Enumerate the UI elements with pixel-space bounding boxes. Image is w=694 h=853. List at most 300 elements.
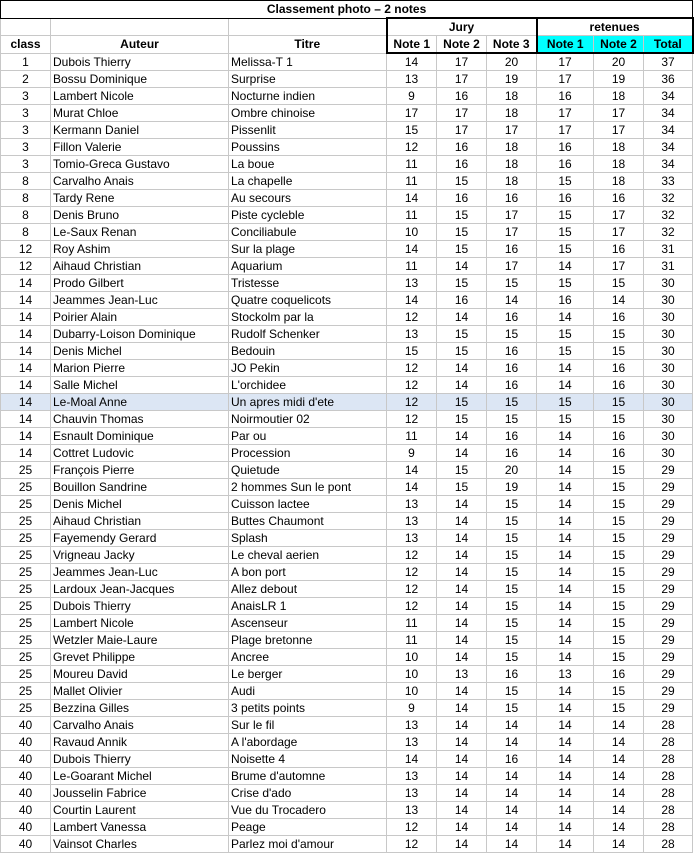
- cell-retenue-note1: 14: [537, 564, 594, 581]
- cell-total: 36: [644, 71, 693, 88]
- cell-retenue-note1: 14: [537, 581, 594, 598]
- cell-jury-note3: 17: [487, 122, 537, 139]
- cell-titre: Crise d'ado: [229, 785, 387, 802]
- cell-total: 28: [644, 751, 693, 768]
- cell-jury-note1: 14: [387, 751, 437, 768]
- cell-jury-note1: 14: [387, 190, 437, 207]
- cell-class: 25: [1, 547, 51, 564]
- cell-retenue-note2: 19: [594, 71, 644, 88]
- cell-auteur: Poirier Alain: [51, 309, 229, 326]
- cell-retenue-note2: 17: [594, 258, 644, 275]
- cell-jury-note2: 15: [437, 173, 487, 190]
- cell-total: 37: [644, 53, 693, 71]
- table-row: [1, 683, 693, 700]
- cell-class: 25: [1, 462, 51, 479]
- cell-jury-note3: 15: [487, 513, 537, 530]
- cell-retenue-note2: 15: [594, 462, 644, 479]
- cell-retenue-note1: 14: [537, 377, 594, 394]
- table-row: [1, 190, 693, 207]
- cell-retenue-note2: 16: [594, 666, 644, 683]
- cell-retenue-note2: 17: [594, 224, 644, 241]
- cell-class: 8: [1, 207, 51, 224]
- cell-total: 29: [644, 479, 693, 496]
- cell-auteur: Salle Michel: [51, 377, 229, 394]
- cell-jury-note3: 18: [487, 105, 537, 122]
- cell-retenue-note1: 15: [537, 207, 594, 224]
- cell-auteur: Aihaud Christian: [51, 513, 229, 530]
- cell-titre: Au secours: [229, 190, 387, 207]
- cell-jury-note1: 12: [387, 360, 437, 377]
- cell-jury-note3: 16: [487, 309, 537, 326]
- cell-jury-note3: 14: [487, 819, 537, 836]
- cell-class: 25: [1, 598, 51, 615]
- cell-total: 33: [644, 173, 693, 190]
- cell-class: 25: [1, 700, 51, 717]
- table-row: [1, 275, 693, 292]
- cell-jury-note2: 14: [437, 428, 487, 445]
- cell-total: 34: [644, 156, 693, 173]
- cell-auteur: Dubois Thierry: [51, 751, 229, 768]
- cell-jury-note3: 14: [487, 768, 537, 785]
- cell-class: 40: [1, 768, 51, 785]
- cell-auteur: Kermann Daniel: [51, 122, 229, 139]
- cell-auteur: Jousselin Fabrice: [51, 785, 229, 802]
- cell-jury-note1: 13: [387, 496, 437, 513]
- cell-jury-note2: 14: [437, 513, 487, 530]
- cell-jury-note2: 16: [437, 190, 487, 207]
- cell-total: 30: [644, 394, 693, 411]
- cell-retenue-note2: 15: [594, 547, 644, 564]
- cell-auteur: Prodo Gilbert: [51, 275, 229, 292]
- table-row: [1, 122, 693, 139]
- cell-titre: Buttes Chaumont: [229, 513, 387, 530]
- cell-total: 30: [644, 326, 693, 343]
- cell-class: 14: [1, 360, 51, 377]
- cell-jury-note2: 14: [437, 445, 487, 462]
- table-row: [1, 564, 693, 581]
- cell-jury-note1: 9: [387, 445, 437, 462]
- cell-jury-note3: 15: [487, 564, 537, 581]
- cell-jury-note1: 14: [387, 479, 437, 496]
- cell-retenue-note1: 17: [537, 71, 594, 88]
- cell-jury-note3: 15: [487, 530, 537, 547]
- cell-jury-note1: 13: [387, 513, 437, 530]
- cell-total: 30: [644, 445, 693, 462]
- table-row: [1, 292, 693, 309]
- cell-retenue-note2: 14: [594, 785, 644, 802]
- cell-retenue-note2: 16: [594, 445, 644, 462]
- cell-jury-note3: 15: [487, 394, 537, 411]
- cell-class: 25: [1, 564, 51, 581]
- cell-retenue-note2: 15: [594, 649, 644, 666]
- cell-jury-note2: 14: [437, 683, 487, 700]
- cell-retenue-note1: 14: [537, 258, 594, 275]
- cell-retenue-note2: 16: [594, 377, 644, 394]
- cell-retenue-note2: 15: [594, 632, 644, 649]
- table-row: [1, 241, 693, 258]
- cell-jury-note3: 18: [487, 88, 537, 105]
- cell-jury-note3: 14: [487, 836, 537, 853]
- cell-titre: Procession: [229, 445, 387, 462]
- cell-total: 29: [644, 666, 693, 683]
- cell-jury-note2: 14: [437, 734, 487, 751]
- cell-auteur: Dubois Thierry: [51, 53, 229, 71]
- cell-class: 40: [1, 785, 51, 802]
- cell-jury-note3: 15: [487, 326, 537, 343]
- cell-total: 28: [644, 836, 693, 853]
- table-row: [1, 343, 693, 360]
- cell-class: 14: [1, 275, 51, 292]
- cell-jury-note2: 15: [437, 462, 487, 479]
- cell-auteur: Le-Saux Renan: [51, 224, 229, 241]
- cell-auteur: Carvalho Anais: [51, 717, 229, 734]
- cell-titre: A bon port: [229, 564, 387, 581]
- cell-retenue-note2: 17: [594, 105, 644, 122]
- cell-titre: Le cheval aerien: [229, 547, 387, 564]
- cell-retenue-note1: 15: [537, 224, 594, 241]
- cell-jury-note2: 17: [437, 105, 487, 122]
- cell-retenue-note2: 15: [594, 479, 644, 496]
- cell-total: 30: [644, 377, 693, 394]
- cell-jury-note1: 14: [387, 292, 437, 309]
- cell-jury-note1: 11: [387, 156, 437, 173]
- cell-class: 40: [1, 802, 51, 819]
- cell-jury-note3: 16: [487, 343, 537, 360]
- table-row: [1, 377, 693, 394]
- cell-jury-note2: 14: [437, 258, 487, 275]
- table-row: [1, 479, 693, 496]
- cell-jury-note1: 14: [387, 53, 437, 71]
- cell-jury-note2: 13: [437, 666, 487, 683]
- cell-jury-note2: 14: [437, 819, 487, 836]
- cell-class: 25: [1, 530, 51, 547]
- cell-titre: Poussins: [229, 139, 387, 156]
- cell-auteur: Cottret Ludovic: [51, 445, 229, 462]
- cell-total: 32: [644, 207, 693, 224]
- cell-class: 25: [1, 581, 51, 598]
- cell-class: 14: [1, 326, 51, 343]
- cell-jury-note1: 10: [387, 224, 437, 241]
- cell-class: 14: [1, 377, 51, 394]
- cell-retenue-note2: 16: [594, 360, 644, 377]
- table-row: [1, 173, 693, 190]
- cell-titre: La chapelle: [229, 173, 387, 190]
- cell-total: 32: [644, 224, 693, 241]
- cell-jury-note2: 14: [437, 496, 487, 513]
- cell-retenue-note1: 15: [537, 173, 594, 190]
- cell-jury-note3: 19: [487, 479, 537, 496]
- cell-retenue-note2: 15: [594, 496, 644, 513]
- cell-titre: Le berger: [229, 666, 387, 683]
- cell-auteur: Bouillon Sandrine: [51, 479, 229, 496]
- cell-titre: Tristesse: [229, 275, 387, 292]
- cell-auteur: Marion Pierre: [51, 360, 229, 377]
- cell-jury-note3: 14: [487, 717, 537, 734]
- cell-jury-note3: 15: [487, 700, 537, 717]
- cell-total: 32: [644, 190, 693, 207]
- cell-auteur: Le-Goarant Michel: [51, 768, 229, 785]
- cell-class: 14: [1, 394, 51, 411]
- col-header-titre: Titre: [229, 36, 387, 54]
- col-header-jury-note3: Note 3: [487, 36, 537, 54]
- cell-retenue-note2: 15: [594, 683, 644, 700]
- col-header-total: Total: [644, 36, 693, 54]
- cell-retenue-note1: 15: [537, 411, 594, 428]
- cell-titre: Ancree: [229, 649, 387, 666]
- cell-retenue-note1: 14: [537, 496, 594, 513]
- cell-class: 40: [1, 734, 51, 751]
- table-row: [1, 360, 693, 377]
- cell-class: 25: [1, 496, 51, 513]
- cell-total: 29: [644, 547, 693, 564]
- cell-class: 12: [1, 258, 51, 275]
- cell-total: 28: [644, 768, 693, 785]
- cell-auteur: Aihaud Christian: [51, 258, 229, 275]
- cell-jury-note1: 12: [387, 836, 437, 853]
- cell-titre: 2 hommes Sun le pont: [229, 479, 387, 496]
- retenues-group-header: retenues: [537, 18, 693, 36]
- cell-jury-note1: 12: [387, 377, 437, 394]
- cell-titre: Noisette 4: [229, 751, 387, 768]
- cell-class: 8: [1, 173, 51, 190]
- cell-total: 34: [644, 88, 693, 105]
- cell-total: 34: [644, 105, 693, 122]
- cell-class: 3: [1, 139, 51, 156]
- cell-jury-note2: 14: [437, 785, 487, 802]
- cell-total: 34: [644, 122, 693, 139]
- cell-jury-note1: 12: [387, 598, 437, 615]
- cell-total: 30: [644, 275, 693, 292]
- cell-total: 29: [644, 581, 693, 598]
- cell-jury-note3: 16: [487, 241, 537, 258]
- cell-titre: 3 petits points: [229, 700, 387, 717]
- cell-jury-note2: 17: [437, 122, 487, 139]
- cell-retenue-note1: 14: [537, 768, 594, 785]
- col-header-jury-note1: Note 1: [387, 36, 437, 54]
- cell-titre: Noirmoutier 02: [229, 411, 387, 428]
- cell-titre: Nocturne indien: [229, 88, 387, 105]
- cell-jury-note1: 11: [387, 428, 437, 445]
- cell-retenue-note1: 14: [537, 717, 594, 734]
- cell-retenue-note2: 16: [594, 428, 644, 445]
- cell-retenue-note1: 14: [537, 683, 594, 700]
- cell-auteur: Moureu David: [51, 666, 229, 683]
- cell-jury-note1: 12: [387, 581, 437, 598]
- cell-jury-note3: 18: [487, 156, 537, 173]
- cell-auteur: Vainsot Charles: [51, 836, 229, 853]
- cell-titre: Brume d'automne: [229, 768, 387, 785]
- cell-retenue-note1: 16: [537, 88, 594, 105]
- cell-jury-note2: 15: [437, 326, 487, 343]
- cell-titre: Pissenlit: [229, 122, 387, 139]
- cell-retenue-note2: 15: [594, 275, 644, 292]
- cell-jury-note1: 13: [387, 802, 437, 819]
- cell-retenue-note1: 14: [537, 547, 594, 564]
- cell-class: 3: [1, 122, 51, 139]
- cell-jury-note2: 14: [437, 547, 487, 564]
- cell-class: 25: [1, 513, 51, 530]
- cell-retenue-note2: 18: [594, 88, 644, 105]
- cell-jury-note1: 12: [387, 547, 437, 564]
- cell-jury-note3: 15: [487, 547, 537, 564]
- table-row: [1, 734, 693, 751]
- table-row: [1, 530, 693, 547]
- cell-jury-note2: 15: [437, 411, 487, 428]
- cell-titre: Audi: [229, 683, 387, 700]
- cell-titre: Splash: [229, 530, 387, 547]
- cell-titre: AnaisLR 1: [229, 598, 387, 615]
- cell-jury-note3: 15: [487, 275, 537, 292]
- cell-retenue-note1: 13: [537, 666, 594, 683]
- cell-total: 29: [644, 513, 693, 530]
- cell-retenue-note2: 14: [594, 819, 644, 836]
- cell-titre: Stockolm par la: [229, 309, 387, 326]
- cell-jury-note1: 13: [387, 275, 437, 292]
- cell-retenue-note2: 15: [594, 513, 644, 530]
- cell-auteur: Bossu Dominique: [51, 71, 229, 88]
- cell-auteur: Denis Bruno: [51, 207, 229, 224]
- cell-auteur: Lardoux Jean-Jacques: [51, 581, 229, 598]
- cell-jury-note3: 16: [487, 190, 537, 207]
- cell-retenue-note2: 15: [594, 343, 644, 360]
- cell-total: 30: [644, 292, 693, 309]
- cell-total: 29: [644, 683, 693, 700]
- cell-retenue-note1: 14: [537, 836, 594, 853]
- cell-titre: Peage: [229, 819, 387, 836]
- cell-retenue-note1: 15: [537, 326, 594, 343]
- cell-jury-note1: 15: [387, 122, 437, 139]
- cell-class: 40: [1, 819, 51, 836]
- cell-retenue-note1: 14: [537, 462, 594, 479]
- cell-retenue-note2: 14: [594, 292, 644, 309]
- table-row: [1, 632, 693, 649]
- cell-retenue-note1: 15: [537, 343, 594, 360]
- cell-titre: Rudolf Schenker: [229, 326, 387, 343]
- cell-jury-note2: 14: [437, 649, 487, 666]
- cell-jury-note3: 17: [487, 224, 537, 241]
- cell-titre: Sur le fil: [229, 717, 387, 734]
- cell-titre: La boue: [229, 156, 387, 173]
- table-title: Classement photo – 2 notes: [1, 1, 693, 19]
- cell-retenue-note2: 15: [594, 394, 644, 411]
- cell-jury-note1: 13: [387, 717, 437, 734]
- cell-class: 8: [1, 224, 51, 241]
- cell-retenue-note2: 14: [594, 751, 644, 768]
- cell-jury-note2: 14: [437, 717, 487, 734]
- cell-jury-note1: 13: [387, 530, 437, 547]
- cell-retenue-note1: 14: [537, 649, 594, 666]
- cell-jury-note1: 13: [387, 734, 437, 751]
- cell-retenue-note2: 17: [594, 207, 644, 224]
- cell-total: 29: [644, 649, 693, 666]
- cell-retenue-note2: 15: [594, 581, 644, 598]
- table-row: [1, 615, 693, 632]
- cell-total: 28: [644, 802, 693, 819]
- cell-class: 3: [1, 156, 51, 173]
- cell-retenue-note1: 15: [537, 275, 594, 292]
- cell-class: 8: [1, 190, 51, 207]
- cell-retenue-note1: 14: [537, 700, 594, 717]
- table-row: [1, 53, 693, 71]
- cell-jury-note2: 14: [437, 530, 487, 547]
- cell-titre: Cuisson lactee: [229, 496, 387, 513]
- col-header-auteur: Auteur: [51, 36, 229, 54]
- table-row: [1, 496, 693, 513]
- cell-jury-note1: 14: [387, 462, 437, 479]
- cell-total: 29: [644, 632, 693, 649]
- cell-class: 3: [1, 88, 51, 105]
- cell-retenue-note2: 18: [594, 156, 644, 173]
- cell-jury-note3: 15: [487, 411, 537, 428]
- table-row: [1, 462, 693, 479]
- cell-auteur: Dubois Thierry: [51, 598, 229, 615]
- cell-auteur: Courtin Laurent: [51, 802, 229, 819]
- table-row: [1, 785, 693, 802]
- cell-jury-note3: 15: [487, 581, 537, 598]
- cell-retenue-note2: 14: [594, 734, 644, 751]
- cell-retenue-note1: 14: [537, 309, 594, 326]
- table-row: [1, 326, 693, 343]
- table-row: [1, 666, 693, 683]
- cell-jury-note1: 12: [387, 411, 437, 428]
- cell-jury-note2: 14: [437, 581, 487, 598]
- cell-jury-note3: 16: [487, 428, 537, 445]
- table-row: [1, 819, 693, 836]
- cell-jury-note3: 18: [487, 173, 537, 190]
- cell-jury-note1: 12: [387, 394, 437, 411]
- table-row: [1, 411, 693, 428]
- cell-class: 2: [1, 71, 51, 88]
- cell-jury-note3: 16: [487, 377, 537, 394]
- cell-auteur: Le-Moal Anne: [51, 394, 229, 411]
- cell-auteur: Tomio-Greca Gustavo: [51, 156, 229, 173]
- cell-retenue-note1: 17: [537, 105, 594, 122]
- cell-jury-note2: 14: [437, 598, 487, 615]
- cell-jury-note3: 14: [487, 734, 537, 751]
- cell-titre: A l'abordage: [229, 734, 387, 751]
- cell-titre: Piste cycleble: [229, 207, 387, 224]
- cell-jury-note1: 9: [387, 700, 437, 717]
- cell-retenue-note1: 14: [537, 479, 594, 496]
- cell-total: 29: [644, 598, 693, 615]
- cell-jury-note1: 11: [387, 258, 437, 275]
- cell-retenue-note2: 15: [594, 615, 644, 632]
- table-row: [1, 394, 693, 411]
- cell-titre: Surprise: [229, 71, 387, 88]
- cell-titre: Quatre coquelicots: [229, 292, 387, 309]
- table-row: [1, 751, 693, 768]
- cell-total: 31: [644, 241, 693, 258]
- table-row: [1, 768, 693, 785]
- jury-group-header: Jury: [387, 18, 537, 36]
- cell-titre: Melissa-T 1: [229, 53, 387, 71]
- table-row: [1, 156, 693, 173]
- cell-retenue-note2: 14: [594, 768, 644, 785]
- cell-jury-note2: 14: [437, 802, 487, 819]
- table-row: [1, 207, 693, 224]
- cell-jury-note1: 10: [387, 683, 437, 700]
- table-row: [1, 224, 693, 241]
- cell-jury-note3: 17: [487, 207, 537, 224]
- cell-retenue-note1: 14: [537, 360, 594, 377]
- cell-total: 31: [644, 258, 693, 275]
- cell-jury-note3: 15: [487, 649, 537, 666]
- cell-auteur: Tardy Rene: [51, 190, 229, 207]
- cell-total: 30: [644, 343, 693, 360]
- cell-total: 29: [644, 615, 693, 632]
- cell-total: 29: [644, 530, 693, 547]
- cell-class: 14: [1, 309, 51, 326]
